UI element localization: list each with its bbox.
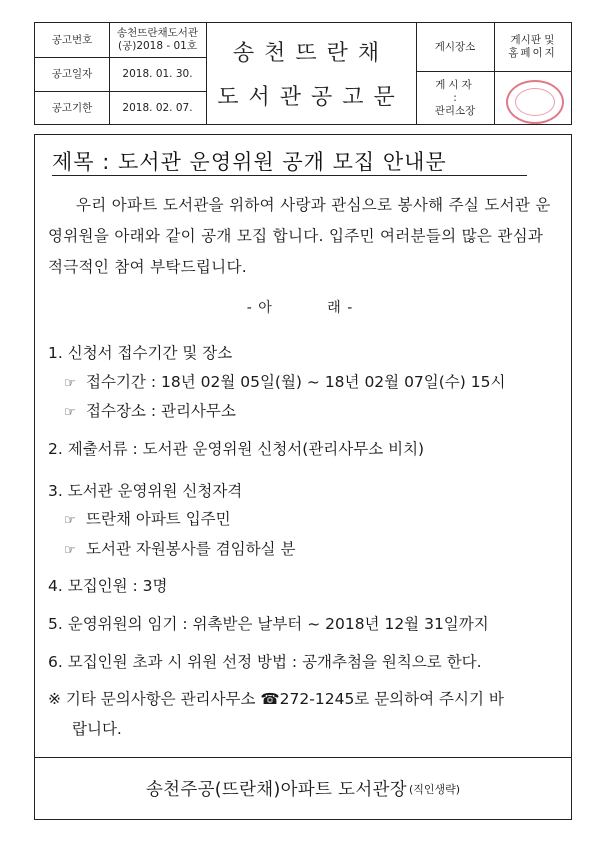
- item-5: 5. 운영위원의 임기 : 위촉받은 날부터 ~ 2018년 12월 31일까지: [48, 615, 489, 633]
- note-line-2: 랍니다.: [72, 720, 122, 738]
- item-1-sub-1-text: 접수기간 : 18년 02월 05일(월) ~ 18년 02월 07일(수) 15시: [86, 373, 506, 391]
- note-line-1: ※ 기타 문의사항은 관리사무소 ☎272-1245로 문의하여 주시기 바: [48, 690, 504, 708]
- title-underline: [52, 175, 527, 176]
- label-notice-period: 공고기한: [51, 101, 93, 114]
- notice-title: 제목 : 도서관 운영위원 공개 모집 안내문: [52, 150, 447, 174]
- label-notice-date: 공고일자: [51, 67, 93, 80]
- pointing-hand-icon: ☞: [64, 405, 76, 420]
- footer-seal-omitted: (직인생략): [408, 782, 461, 796]
- item-1: 1. 신청서 접수기간 및 장소: [48, 344, 233, 362]
- value-poster: 관리소장: [434, 104, 476, 117]
- item-1-sub-1: [64, 370, 505, 392]
- pointing-hand-icon: ☞: [64, 376, 76, 391]
- value-post-place-line1: 게시판 및: [510, 34, 555, 46]
- value-notice-date: 2018. 01. 30.: [122, 67, 193, 80]
- notice-intro: 우리 아파트 도서관을 위하여 사랑과 관심으로 봉사해 주실 도서관 운영위원을 아래와 같이 공개 모집 합니다. 입주민 여러분들의 많은 관심과 적극적인 참여 부탁드립니다.: [48, 196, 551, 276]
- item-3-sub-2: [64, 537, 295, 559]
- item-3-sub-1-text: 뜨란채 아파트 입주민: [86, 510, 231, 528]
- item-3-sub-1: [64, 507, 231, 529]
- pointing-hand-icon: ☞: [64, 543, 76, 558]
- section-marker: - 아 래 -: [246, 300, 354, 316]
- seal-stamp: [506, 80, 564, 124]
- label-notice-number: 공고번호: [51, 33, 93, 46]
- item-6: 6. 모집인원 초과 시 위원 선정 방법 : 공개추첨을 원칙으로 한다.: [48, 653, 482, 671]
- item-2: 2. 제출서류 : 도서관 운영위원 신청서(관리사무소 비치): [48, 440, 425, 458]
- value-post-place: [494, 23, 571, 71]
- header-title-line1: 송천뜨란채: [232, 40, 390, 66]
- pointing-hand-icon: ☞: [64, 513, 76, 528]
- label-poster-line2: :: [453, 91, 457, 104]
- item-1-sub-2-text: 접수장소 : 관리사무소: [86, 402, 236, 420]
- label-poster-line1: 게시자: [435, 78, 475, 91]
- value-notice-period: 2018. 02. 07.: [122, 101, 193, 114]
- item-3-sub-2-text: 도서관 자원봉사를 겸임하실 분: [86, 540, 296, 558]
- label-post-place: 게시장소: [434, 40, 476, 53]
- footer-signature: [34, 758, 572, 820]
- header-table: [34, 22, 572, 125]
- label-poster: [416, 71, 494, 125]
- value-notice-number-line2: (공)2018 - 01호: [117, 40, 198, 52]
- value-notice-number-line1: 송천뜨란채도서관: [116, 27, 199, 39]
- value-notice-number: [109, 23, 206, 57]
- header-title-line2: 도서관공고문: [217, 84, 405, 110]
- item-4: 4. 모집인원 : 3명: [48, 577, 168, 595]
- seal-stamp-inner-ring: [515, 88, 555, 116]
- item-1-sub-2: [64, 399, 236, 421]
- item-3: 3. 도서관 운영위원 신청자격: [48, 482, 243, 500]
- footer-issuer: 송천주공(뜨란채)아파트 도서관장: [145, 780, 407, 800]
- value-post-place-line2: 홈페이지: [508, 47, 557, 59]
